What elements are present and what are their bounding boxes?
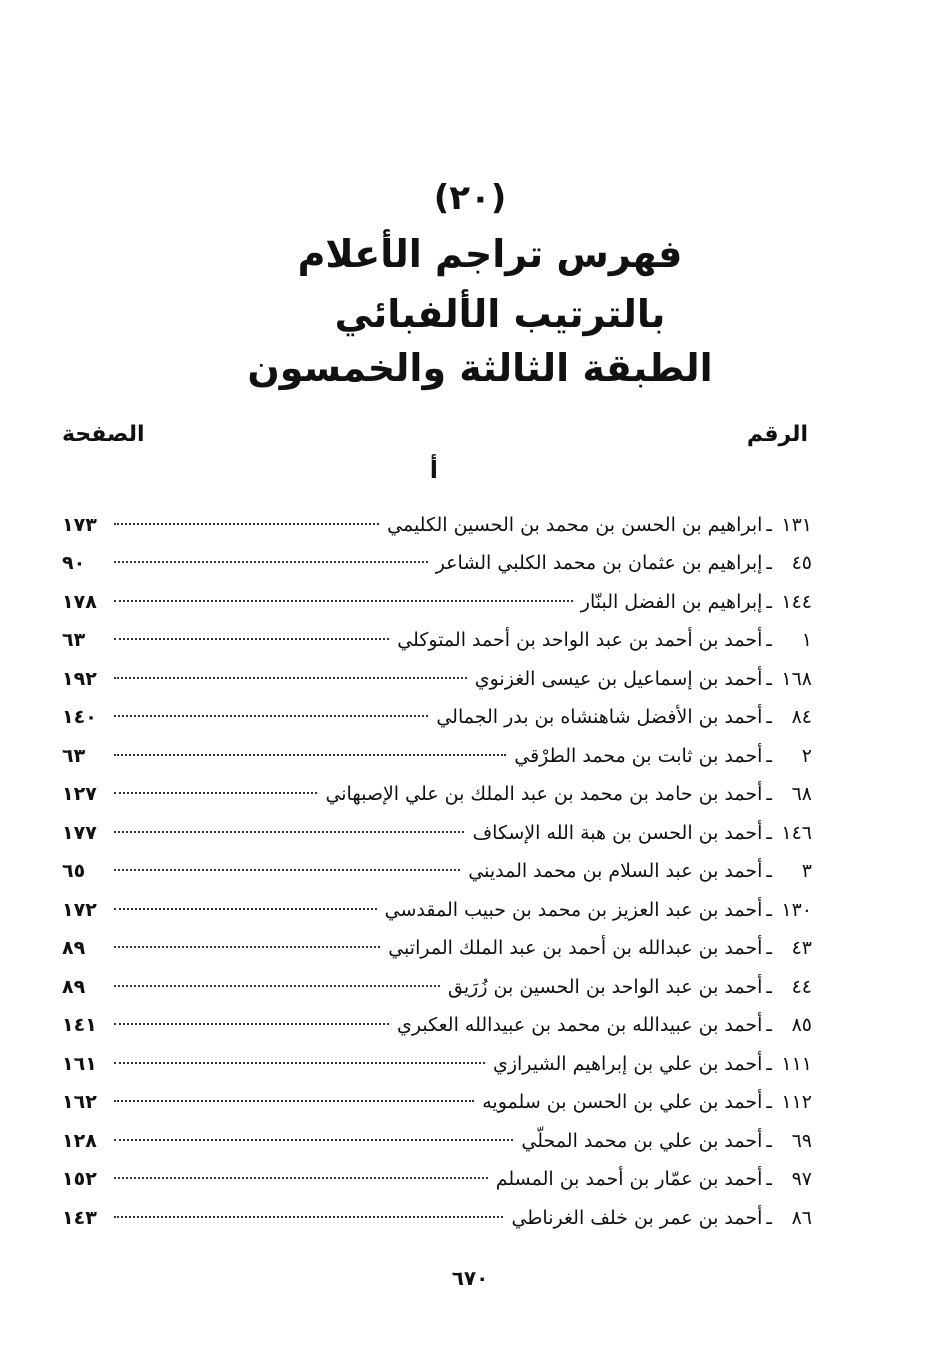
index-entry bbox=[62, 1124, 812, 1163]
entry-number: ٨٤ bbox=[791, 706, 812, 729]
entry-page: ٩٠ bbox=[62, 552, 86, 575]
entry-dash: ـ bbox=[766, 706, 772, 729]
entry-name: ابراهيم بن الحسن بن محمد بن الحسين الكليمي bbox=[387, 513, 763, 536]
entry-name: أحمد بن حامد بن محمد بن عبد الملك بن علي الإصبهاني bbox=[325, 783, 763, 806]
entry-number: ٤٤ bbox=[791, 975, 812, 998]
entry-dash: ـ bbox=[766, 1091, 772, 1114]
entry-page: ١٧٧ bbox=[62, 821, 97, 844]
index-entry bbox=[62, 1009, 812, 1048]
entry-number: ٨٦ bbox=[791, 1206, 812, 1229]
entry-page: ١٢٧ bbox=[62, 783, 97, 806]
entry-name: أحمد بن إسماعيل بن عيسى الغزنوي bbox=[474, 667, 763, 690]
entry-number: ١١١ bbox=[781, 1052, 812, 1075]
entry-dash: ـ bbox=[766, 1168, 772, 1191]
entry-name: إبراهيم بن عثمان بن محمد الكلبي الشاعر bbox=[435, 552, 763, 575]
index-entry bbox=[62, 739, 812, 778]
leader-dots bbox=[114, 547, 428, 570]
index-entry bbox=[62, 893, 812, 932]
entry-name: أحمد بن عمر بن خلف الغرناطي bbox=[511, 1206, 763, 1229]
page-title-line-1: فهرس تراجم الأعلام bbox=[297, 232, 683, 276]
leader-dots bbox=[114, 1201, 503, 1224]
page-title-line-2: بالترتيب الألفبائي bbox=[334, 292, 666, 336]
entry-number: ١٣١ bbox=[781, 513, 812, 536]
entry-dash: ـ bbox=[766, 975, 772, 998]
index-entry bbox=[62, 1047, 812, 1086]
leader-dots bbox=[114, 970, 440, 993]
entry-name: أحمد بن علي بن محمد المحلّي bbox=[521, 1129, 763, 1152]
entry-number: ٤٥ bbox=[791, 552, 812, 575]
column-header-page: الصفحة bbox=[62, 422, 145, 447]
entry-number: ١٤٤ bbox=[781, 590, 812, 613]
leader-dots bbox=[114, 662, 467, 685]
entry-name: أحمد بن علي بن إبراهيم الشيرازي bbox=[492, 1052, 763, 1075]
entry-page: ١٦١ bbox=[62, 1052, 97, 1075]
entry-page: ١٦٢ bbox=[62, 1091, 97, 1114]
entry-page: ١٢٨ bbox=[62, 1129, 97, 1152]
entry-dash: ـ bbox=[766, 860, 772, 883]
entry-page: ٨٩ bbox=[62, 937, 86, 960]
leader-dots bbox=[114, 1124, 513, 1147]
entry-page: ١٧٢ bbox=[62, 898, 97, 921]
entry-page: ١٤٠ bbox=[62, 706, 97, 729]
entry-dash: ـ bbox=[766, 937, 772, 960]
leader-dots bbox=[114, 778, 317, 801]
index-entry bbox=[62, 624, 812, 663]
entry-number: ١ bbox=[801, 629, 812, 652]
entry-number: ١٣٠ bbox=[781, 898, 812, 921]
entry-name: أحمد بن الحسن بن هبة الله الإسكاف bbox=[472, 821, 763, 844]
page-number: ٦٧٠ bbox=[451, 1266, 489, 1290]
entry-dash: ـ bbox=[766, 1206, 772, 1229]
entry-page: ٦٥ bbox=[62, 860, 86, 883]
leader-dots bbox=[114, 1047, 485, 1070]
entry-number: ١٦٨ bbox=[781, 667, 812, 690]
entry-name: أحمد بن عبد السلام بن محمد المديني bbox=[468, 860, 763, 883]
entry-dash: ـ bbox=[766, 1052, 772, 1075]
entry-page: ١٥٢ bbox=[62, 1168, 97, 1191]
index-entries-list bbox=[62, 508, 812, 1240]
index-entry bbox=[62, 932, 812, 971]
entry-number: ٢ bbox=[801, 744, 812, 767]
entry-dash: ـ bbox=[766, 1129, 772, 1152]
index-entry bbox=[62, 970, 812, 1009]
section-letter: أ bbox=[429, 456, 438, 484]
leader-dots bbox=[114, 624, 389, 647]
entry-dash: ـ bbox=[766, 898, 772, 921]
entry-number: ١١٢ bbox=[781, 1091, 812, 1114]
leader-dots bbox=[114, 855, 460, 878]
entry-page: ١٤٣ bbox=[62, 1206, 97, 1229]
entry-number: ٣ bbox=[801, 860, 812, 883]
entry-dash: ـ bbox=[766, 783, 772, 806]
entry-name: أحمد بن أحمد بن عبد الواحد بن أحمد المتوكلي bbox=[397, 629, 763, 652]
index-entry bbox=[62, 585, 812, 624]
entry-name: أحمد بن عبد العزيز بن محمد بن حبيب المقدسي bbox=[384, 898, 763, 921]
leader-dots bbox=[114, 893, 377, 916]
index-entry bbox=[62, 547, 812, 586]
leader-dots bbox=[114, 816, 464, 839]
entry-page: ٨٩ bbox=[62, 975, 86, 998]
entry-page: ١٤١ bbox=[62, 1014, 97, 1037]
index-entry bbox=[62, 1201, 812, 1240]
entry-page: ١٧٣ bbox=[62, 513, 97, 536]
leader-dots bbox=[114, 1163, 488, 1186]
entry-number: ٩٧ bbox=[791, 1168, 812, 1191]
index-entry bbox=[62, 855, 812, 894]
entry-dash: ـ bbox=[766, 629, 772, 652]
chapter-number: (٢٠) bbox=[433, 178, 507, 218]
entry-number: ٤٣ bbox=[791, 937, 812, 960]
entry-name: أحمد بن ثابت بن محمد الطرْقي bbox=[514, 744, 763, 767]
entry-name: أحمد بن الأفضل شاهنشاه بن بدر الجمالي bbox=[436, 706, 763, 729]
leader-dots bbox=[114, 1086, 474, 1109]
entry-dash: ـ bbox=[766, 821, 772, 844]
index-entry bbox=[62, 778, 812, 817]
entry-name: أحمد بن عمّار بن أحمد بن المسلم bbox=[495, 1168, 763, 1191]
index-entry bbox=[62, 662, 812, 701]
entry-name: أحمد بن علي بن الحسن بن سلمويه bbox=[482, 1091, 763, 1114]
leader-dots bbox=[114, 932, 380, 955]
leader-dots bbox=[114, 585, 573, 608]
entry-dash: ـ bbox=[766, 552, 772, 575]
entry-dash: ـ bbox=[766, 1014, 772, 1037]
column-header-number: الرقم bbox=[746, 422, 808, 447]
index-entry bbox=[62, 816, 812, 855]
entry-page: ٦٣ bbox=[62, 744, 86, 767]
leader-dots bbox=[114, 1009, 389, 1032]
entry-number: ١٤٦ bbox=[781, 821, 812, 844]
entry-number: ٦٨ bbox=[791, 783, 812, 806]
entry-number: ٨٥ bbox=[791, 1014, 812, 1037]
entry-page: ٦٣ bbox=[62, 629, 86, 652]
entry-number: ٦٩ bbox=[791, 1129, 812, 1152]
entry-page: ١٧٨ bbox=[62, 590, 97, 613]
entry-name: أحمد بن عبدالله بن أحمد بن عبد الملك المراتبي bbox=[388, 937, 763, 960]
entry-dash: ـ bbox=[766, 667, 772, 690]
index-entry bbox=[62, 1086, 812, 1125]
entry-name: إبراهيم بن الفضل البنّار bbox=[580, 590, 763, 613]
entry-dash: ـ bbox=[766, 744, 772, 767]
index-entry bbox=[62, 508, 812, 547]
leader-dots bbox=[114, 739, 506, 762]
page-title-line-3: الطبقة الثالثة والخمسون bbox=[247, 346, 713, 390]
entry-name: أحمد بن عبد الواحد بن الحسين بن زُرَيق bbox=[448, 975, 763, 998]
entry-dash: ـ bbox=[766, 590, 772, 613]
entry-page: ١٩٢ bbox=[62, 667, 97, 690]
index-entry bbox=[62, 701, 812, 740]
leader-dots bbox=[114, 701, 428, 724]
entry-dash: ـ bbox=[766, 513, 772, 536]
index-entry bbox=[62, 1163, 812, 1202]
leader-dots bbox=[114, 508, 379, 531]
entry-name: أحمد بن عبيدالله بن محمد بن عبيدالله العكبري bbox=[397, 1014, 763, 1037]
